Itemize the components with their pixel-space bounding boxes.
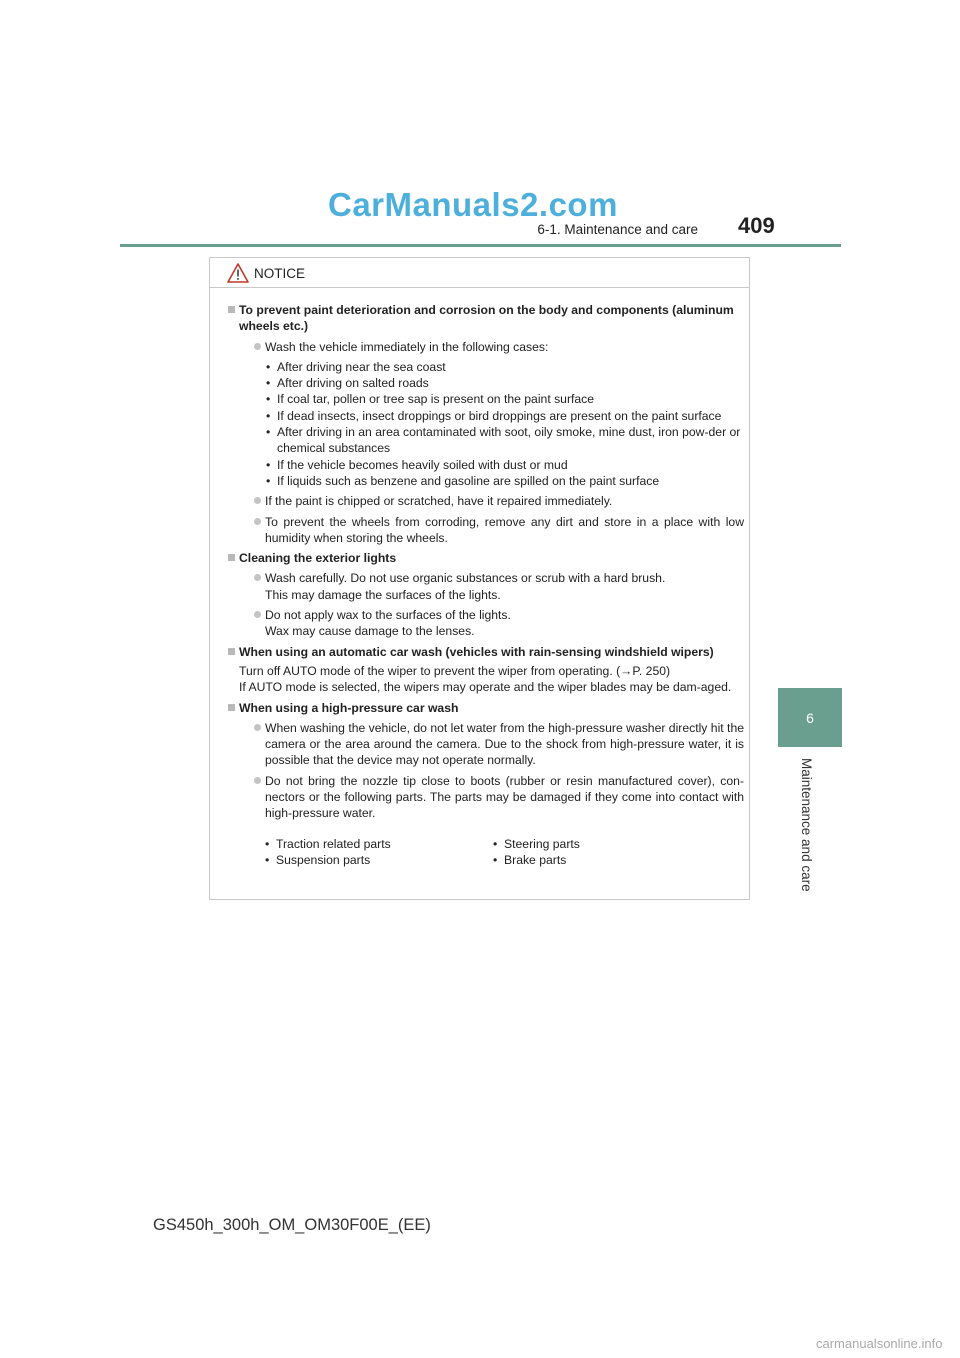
chapter-tab: [778, 688, 842, 747]
warning-triangle-icon: [227, 263, 249, 283]
square-bullet-icon: [228, 306, 235, 313]
list-item: • If dead insects, insect droppings or bird droppings are present on the paint surface: [266, 408, 744, 424]
section-heading: When using a high-pressure car wash: [239, 700, 459, 715]
notice-header: [210, 258, 749, 288]
list-item: • Suspension parts: [265, 852, 493, 868]
list-item: [239, 570, 744, 603]
paragraph: Turn off AUTO mode of the wiper to prevent the wiper from operating. (→P. 250): [239, 663, 671, 678]
wash-cases-list: [239, 359, 744, 489]
list-item: • If the vehicle becomes heavily soiled with dust or mud: [266, 457, 744, 473]
list-item: • If coal tar, pollen or tree sap is present on the paint surface: [266, 391, 744, 407]
item-text: Do not apply wax to the surfaces of the lights.: [265, 608, 511, 623]
section-heading: To prevent paint deterioration and corrosion on the body and components (aluminum wheels etc.): [239, 303, 734, 334]
list-item: [239, 773, 744, 822]
section-heading: Cleaning the exterior lights: [239, 551, 397, 566]
section-heading: When using an automatic car wash (vehicles with rain-sensing windshield wipers): [239, 644, 714, 659]
circle-bullet-icon: [254, 518, 261, 525]
list-item: [239, 493, 744, 509]
notice-title: NOTICE: [254, 266, 306, 281]
list-item: • Traction related parts: [265, 836, 493, 852]
notice-box: [209, 257, 750, 900]
chapter-title: Maintenance and care: [799, 758, 814, 892]
item-text: This may damage the surfaces of the lights.: [265, 587, 501, 602]
square-bullet-icon: [228, 648, 235, 655]
item-text: Wax may cause damage to the lenses.: [265, 624, 475, 639]
header-divider: [120, 244, 841, 247]
section-paint: [228, 302, 744, 546]
list-item: • If liquids such as benzene and gasoline are spilled on the paint surface: [266, 473, 744, 489]
section-exterior-lights: [228, 550, 744, 639]
square-bullet-icon: [228, 704, 235, 711]
circle-bullet-icon: [254, 497, 261, 504]
page-number: 409: [738, 213, 775, 238]
section-high-pressure-wash: [228, 700, 744, 869]
circle-bullet-icon: [254, 777, 261, 784]
watermark-logo: CarManuals2.com: [328, 186, 618, 223]
list-item: • After driving near the sea coast: [266, 359, 744, 375]
chapter-number: 6: [806, 709, 814, 726]
circle-bullet-icon: [254, 611, 261, 618]
document-code: GS450h_300h_OM_OM30F00E_(EE): [153, 1216, 431, 1234]
list-item: • Steering parts: [493, 836, 693, 852]
section-automatic-car-wash: [228, 644, 744, 696]
item-text: When washing the vehicle, do not let water from the high-pressure washer directly hit the camera or the area around the camera. Due to the shock from high-pressure water, it is possible that the device may not operate normally.: [265, 720, 744, 768]
list-item: • After driving in an area contaminated with soot, oily smoke, mine dust, iron pow-der or chemical substances: [266, 424, 744, 457]
watermark-footer: carmanualsonline.info: [816, 1336, 943, 1351]
square-bullet-icon: [228, 554, 235, 561]
item-text: Wash carefully. Do not use organic substances or scrub with a hard brush.: [265, 571, 666, 586]
parts-list: [239, 836, 744, 869]
list-item: [239, 339, 744, 355]
item-text: Wash the vehicle immediately in the following cases:: [265, 339, 549, 354]
item-text: To prevent the wheels from corroding, remove any dirt and store in a place with low humidity when storing the wheels.: [265, 514, 744, 545]
item-text: If the paint is chipped or scratched, have it repaired immediately.: [265, 494, 613, 509]
list-item: [239, 514, 744, 547]
list-item: • Brake parts: [493, 852, 693, 868]
circle-bullet-icon: [254, 343, 261, 350]
list-item: [239, 720, 744, 769]
section-title: 6-1. Maintenance and care: [537, 222, 698, 237]
circle-bullet-icon: [254, 724, 261, 731]
paragraph: If AUTO mode is selected, the wipers may operate and the wiper blades may be dam-aged.: [239, 680, 732, 695]
notice-content: [228, 302, 744, 872]
item-text: Do not bring the nozzle tip close to boots (rubber or resin manufactured cover), con-nectors or the following parts. The parts may be damaged if they come into contact with high-pressure water.: [265, 773, 744, 821]
list-item: • After driving on salted roads: [266, 375, 744, 391]
circle-bullet-icon: [254, 574, 261, 581]
list-item: [239, 607, 744, 640]
